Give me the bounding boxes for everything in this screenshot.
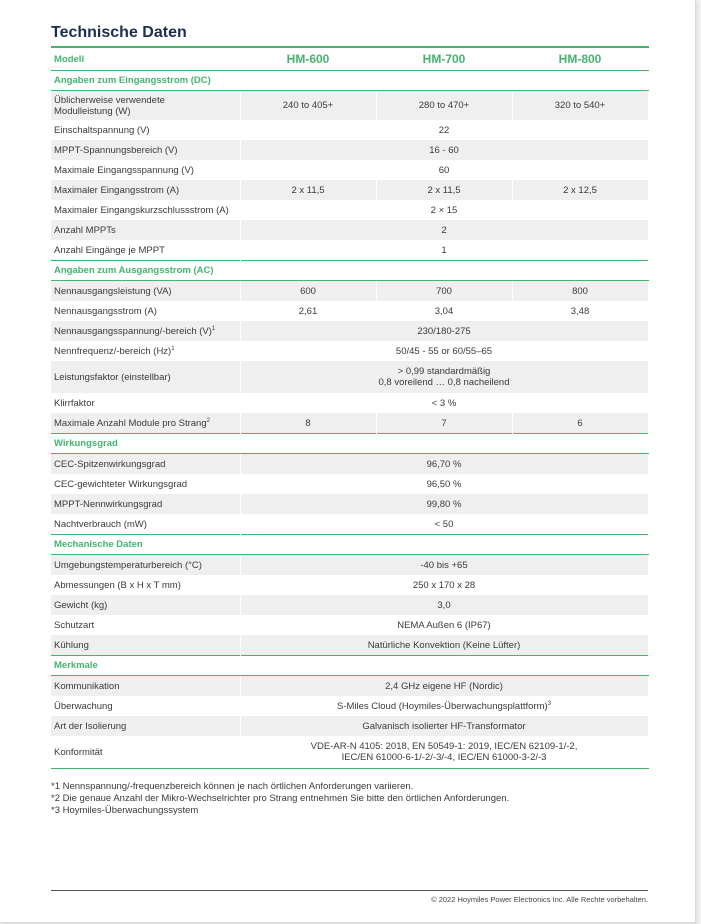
row-label: Abmessungen (B x H x T mm) <box>51 575 240 595</box>
table-row <box>51 494 648 514</box>
header-model-hm800: HM-800 <box>512 47 648 71</box>
row-value: 99,80 % <box>240 494 648 514</box>
row-label: Nennausgangsstrom (A) <box>51 301 240 321</box>
row-label: Gewicht (kg) <box>51 595 240 615</box>
row-label: Maximale Anzahl Module pro Strang$^2$ <box>51 413 240 434</box>
row-label: Einschaltspannung (V) <box>51 120 240 140</box>
table-row <box>51 676 648 697</box>
table-row <box>51 474 648 494</box>
section-title: Merkmale <box>51 656 648 676</box>
footnote-3: *3 Hoymiles-Überwachungssystem <box>51 805 199 816</box>
section-title: Angaben zum Ausgangsstrom (AC) <box>51 261 648 281</box>
row-label: Kühlung <box>51 635 240 656</box>
row-label: Üblicherweise verwendete Modulleistung (W) <box>51 91 240 121</box>
row-label: Leistungsfaktor (einstellbar) <box>51 361 240 393</box>
row-label: Maximale Eingangsspannung (V) <box>51 160 240 180</box>
table-row <box>51 220 648 240</box>
table-row <box>51 514 648 535</box>
table-row <box>51 696 648 716</box>
row-label: Art der Isolierung <box>51 716 240 736</box>
footnotes <box>51 781 509 817</box>
row-value: 800 <box>512 281 648 302</box>
row-value: Natürliche Konvektion (Keine Lüfter) <box>240 635 648 656</box>
table-row <box>51 341 648 361</box>
row-label: MPPT-Nennwirkungsgrad <box>51 494 240 514</box>
page-title: Technische Daten <box>51 24 187 41</box>
row-value: S-Miles Cloud (Hoymiles-Überwachungsplattform)$^3$ <box>240 696 648 716</box>
section-header <box>51 434 648 454</box>
row-value: 60 <box>240 160 648 180</box>
row-value: > 0,99 standardmäßig 0,8 voreilend … 0,8 nacheilend <box>240 361 648 393</box>
section-header <box>51 261 648 281</box>
section-title: Angaben zum Eingangsstrom (DC) <box>51 71 648 91</box>
row-label: CEC-gewichteter Wirkungsgrad <box>51 474 240 494</box>
row-label: Umgebungstemperaturbereich (°C) <box>51 555 240 576</box>
row-value: 1 <box>240 240 648 261</box>
header-model-hm700: HM-700 <box>376 47 512 71</box>
table-row <box>51 301 648 321</box>
row-label: Nennausgangsspannung/-bereich $(V)^1$ <box>51 321 240 341</box>
row-label: Anzahl Eingänge je MPPT <box>51 240 240 261</box>
row-value: < 50 <box>240 514 648 535</box>
table-row <box>51 393 648 413</box>
row-value: 3,04 <box>376 301 512 321</box>
table-row <box>51 716 648 736</box>
table-row <box>51 200 648 220</box>
row-label: Nachtverbrauch (mW) <box>51 514 240 535</box>
row-value: 2,61 <box>240 301 376 321</box>
header-model-label: Modell <box>51 47 240 71</box>
table-row <box>51 615 648 635</box>
section-title: Wirkungsgrad <box>51 434 648 454</box>
row-value: 2 <box>240 220 648 240</box>
row-value: 50/45 - 55 or 60/55–65 <box>240 341 648 361</box>
table-row <box>51 555 648 576</box>
row-label: Maximaler Eingangskurzschlussstrom (A) <box>51 200 240 220</box>
row-value: 2 x 11,5 <box>240 180 376 200</box>
header-model-hm600: HM-600 <box>240 47 376 71</box>
row-value: 320 to 540+ <box>512 91 648 121</box>
table-row <box>51 454 648 475</box>
table-row <box>51 635 648 656</box>
table-header-row <box>51 47 648 71</box>
row-label: Nennfrequenz/-bereich $(Hz)^1$ <box>51 341 240 361</box>
footnote-1: *1 Nennspannung/-frequenzbereich können je nach örtlichen Anforderungen variieren. <box>51 781 414 792</box>
section-header <box>51 656 648 676</box>
row-value: 280 to 470+ <box>376 91 512 121</box>
row-value: 240 to 405+ <box>240 91 376 121</box>
row-value: 700 <box>376 281 512 302</box>
row-value: 16 - 60 <box>240 140 648 160</box>
row-label: Konformität <box>51 736 240 769</box>
row-value: 3,0 <box>240 595 648 615</box>
row-value: < 3 % <box>240 393 648 413</box>
table-row <box>51 575 648 595</box>
row-label: Maximaler Eingangsstrom (A) <box>51 180 240 200</box>
row-value: 8 <box>240 413 376 434</box>
row-value: VDE-AR-N 4105: 2018, EN 50549-1: 2019, IEC/EN 62109-1/-2, IEC/EN 61000-6-1/-2/-3/-4, IEC/EN 61000-3-2/-3 <box>240 736 648 769</box>
row-value: 2 x 12,5 <box>512 180 648 200</box>
spec-table <box>51 46 649 769</box>
table-row <box>51 91 648 121</box>
row-value: 96,50 % <box>240 474 648 494</box>
footnote-marker: 1 <box>171 345 175 352</box>
table-row <box>51 240 648 261</box>
row-label: Nennausgangsleistung (VA) <box>51 281 240 302</box>
row-value: 22 <box>240 120 648 140</box>
footer-divider <box>51 890 648 891</box>
table-row <box>51 180 648 200</box>
table-row <box>51 595 648 615</box>
row-value: 2 x 11,5 <box>376 180 512 200</box>
row-value: 250 x 170 x 28 <box>240 575 648 595</box>
footnote-marker: 2 <box>206 417 210 424</box>
row-value: Galvanisch isolierter HF-Transformator <box>240 716 648 736</box>
copyright-text: © 2022 Hoymiles Power Electronics Inc. Alle Rechte vorbehalten. <box>431 895 648 904</box>
spec-table-body <box>51 71 648 769</box>
row-label: Klirrfaktor <box>51 393 240 413</box>
table-row <box>51 160 648 180</box>
section-header <box>51 71 648 91</box>
row-label: Anzahl MPPTs <box>51 220 240 240</box>
footnote-marker: 1 <box>211 325 216 332</box>
row-label: Kommunikation <box>51 676 240 697</box>
row-value: 600 <box>240 281 376 302</box>
row-label: Schutzart <box>51 615 240 635</box>
table-row <box>51 321 648 341</box>
row-value: 2 × 15 <box>240 200 648 220</box>
table-row <box>51 361 648 393</box>
table-row <box>51 413 648 434</box>
row-value: 96,70 % <box>240 454 648 475</box>
row-label: MPPT-Spannungsbereich (V) <box>51 140 240 160</box>
row-value: 6 <box>512 413 648 434</box>
table-row <box>51 281 648 302</box>
footnote-2: *2 Die genaue Anzahl der Mikro-Wechselrichter pro Strang entnehmen Sie bitte den örtlichen Anforderungen. <box>51 793 510 804</box>
row-value: 2,4 GHz eigene HF (Nordic) <box>240 676 648 697</box>
row-label: CEC-Spitzenwirkungsgrad <box>51 454 240 475</box>
row-label: Überwachung <box>51 696 240 716</box>
section-header <box>51 535 648 555</box>
table-row <box>51 736 648 769</box>
row-value: 230/180-275 <box>240 321 648 341</box>
row-value: NEMA Außen 6 (IP67) <box>240 615 648 635</box>
table-row <box>51 140 648 160</box>
footnote-marker: 3 <box>547 700 551 707</box>
row-value: -40 bis +65 <box>240 555 648 576</box>
section-title: Mechanische Daten <box>51 535 648 555</box>
table-row <box>51 120 648 140</box>
row-value: 3,48 <box>512 301 648 321</box>
row-value: 7 <box>376 413 512 434</box>
